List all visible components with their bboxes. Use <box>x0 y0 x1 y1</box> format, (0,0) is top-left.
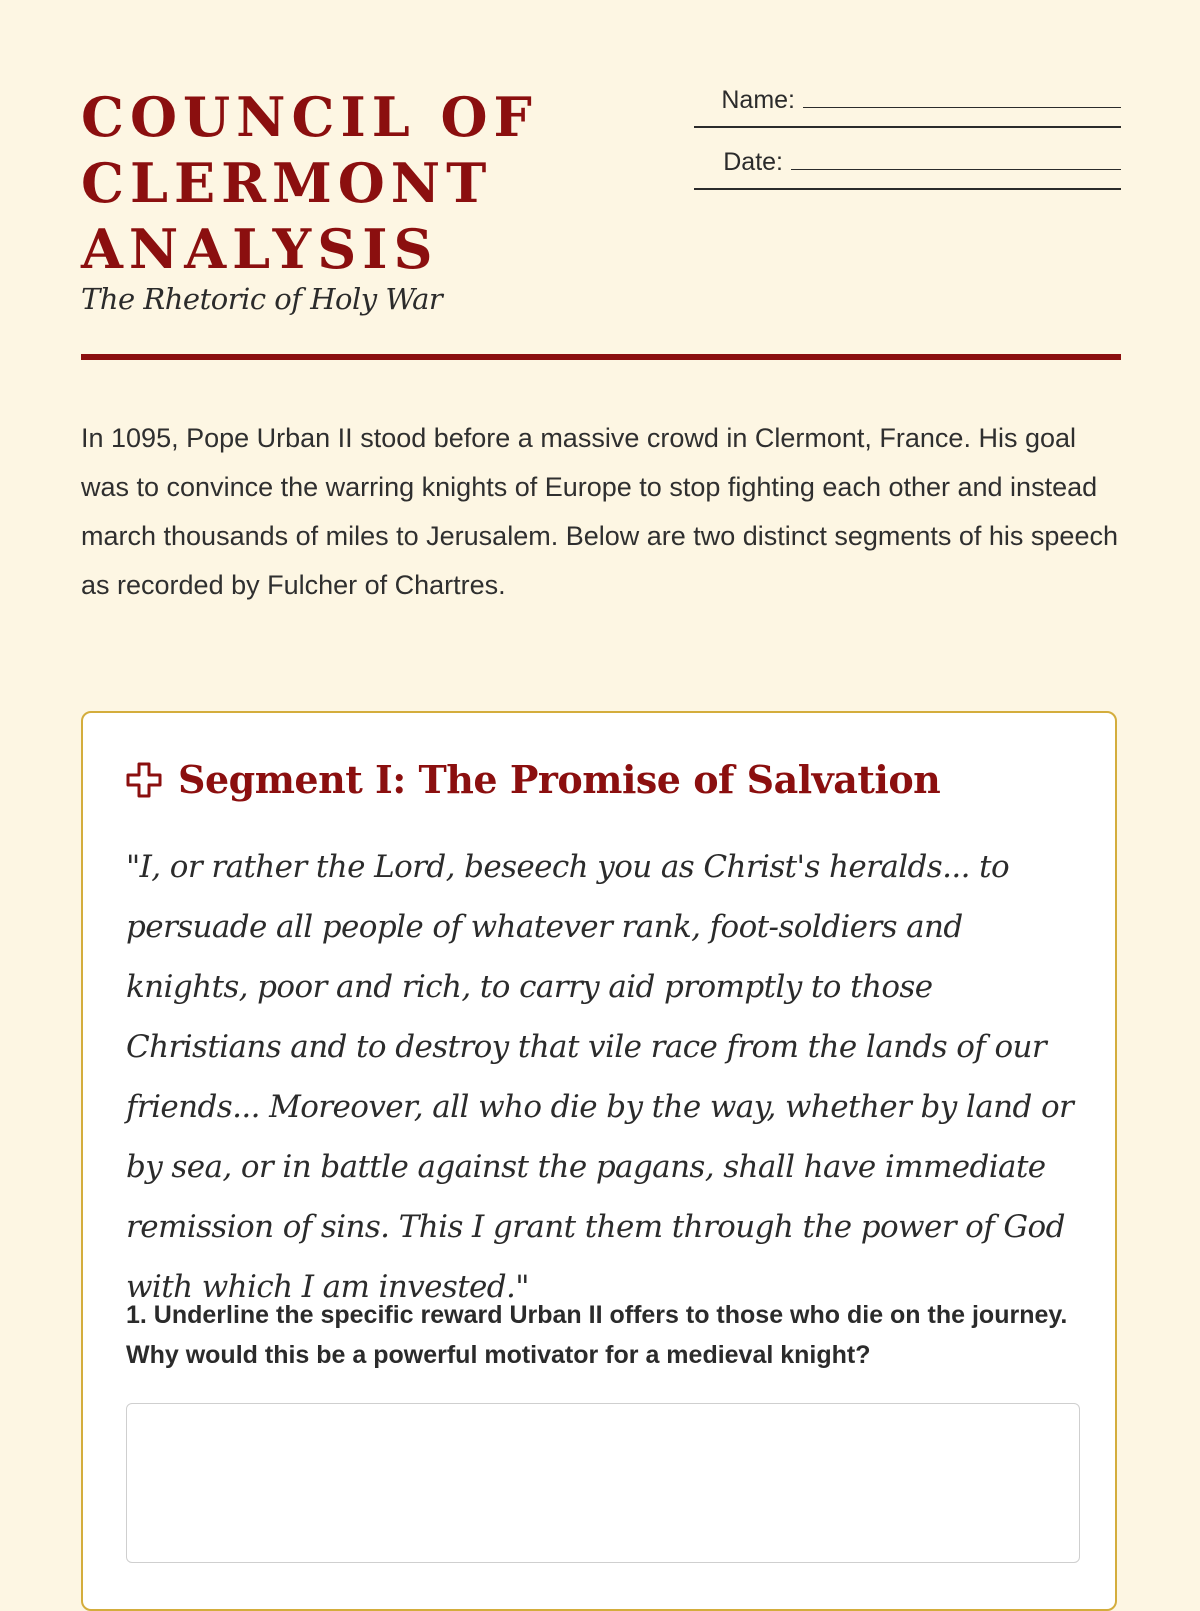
name-blank[interactable] <box>803 87 1121 108</box>
student-info <box>694 84 1121 208</box>
header <box>81 84 1121 364</box>
page-title: COUNCIL OF CLERMONT ANALYSIS <box>81 85 538 281</box>
name-field[interactable] <box>694 84 1121 128</box>
cross-icon <box>126 762 162 798</box>
page-subtitle: The Rhetoric of Holy War <box>81 282 443 316</box>
answer-1-input[interactable] <box>126 1403 1080 1563</box>
question-1: 1. Underline the specific reward Urban II offers to those who die on the journey. Why would this be a powerful motivator for a medieval knight? <box>126 1301 1068 1369</box>
intro-paragraph: In 1095, Pope Urban II stood before a massive crowd in Clermont, France. His goal was to convince the warring knights of Europe to stop fighting each other and instead march thousands of miles to Jerusalem. Below are two distinct segments of his speech as recorded by Fulcher of Chartres. <box>81 423 1118 600</box>
segment-1-quote: "I, or rather the Lord, beseech you as Christ's heralds... to persuade all people of whatever rank, foot-soldiers and knights, poor and rich, to carry aid promptly to those Christians and to destroy that vile race from the lands of our friends... Moreover, all who die by the way, whether by land or by sea, or in battle against the pagans, shall have immediate remission of sins. This I grant them through the power of God with which I am invested." <box>126 849 1074 1305</box>
segment-1-heading <box>126 757 940 802</box>
date-field[interactable] <box>694 146 1121 190</box>
date-blank[interactable] <box>791 149 1121 170</box>
name-label: Name: <box>721 86 795 114</box>
date-label: Date: <box>723 148 783 176</box>
segment-1-title: Segment I: The Promise of Salvation <box>178 757 941 802</box>
worksheet-page <box>81 0 1121 1600</box>
segment-1-card <box>81 711 1117 1611</box>
header-divider <box>81 354 1121 360</box>
